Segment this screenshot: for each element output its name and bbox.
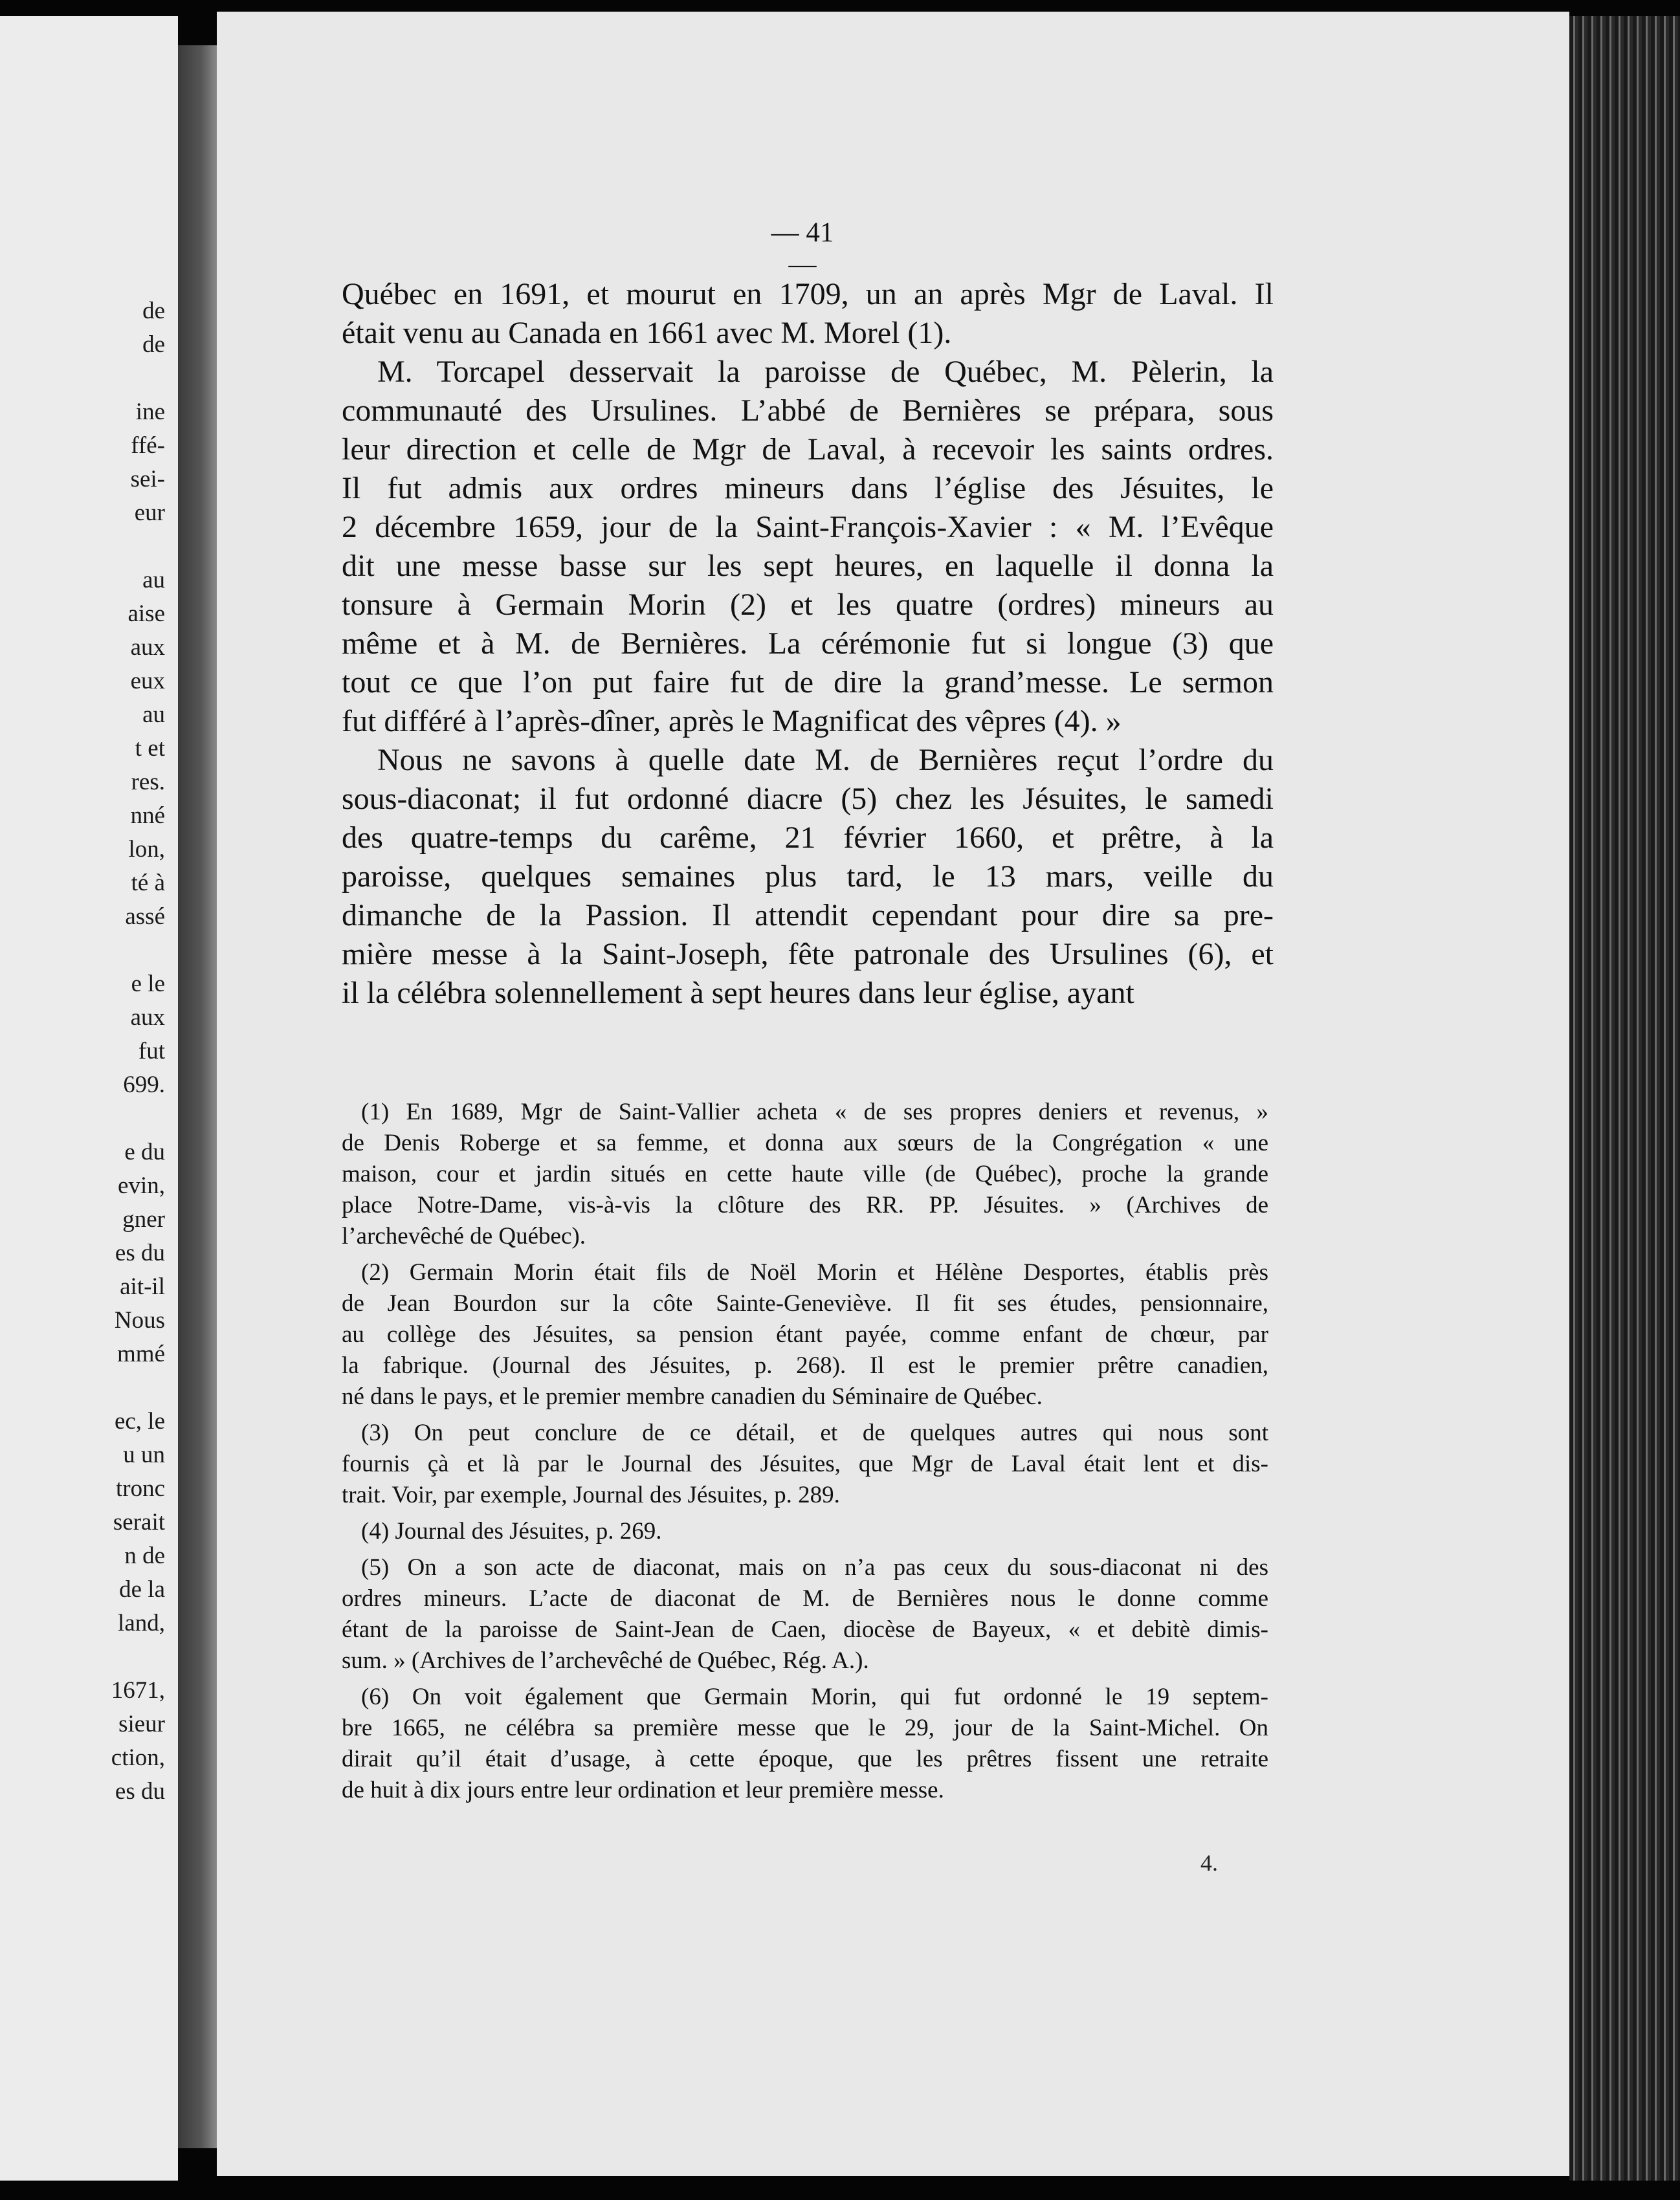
text-line: mière messe à la Saint-Joseph, fête patronale des Ursulines (6), et: [342, 937, 1274, 971]
facing-page-line: e du: [124, 1139, 165, 1165]
footnote-line: de huit à dix jours entre leur ordination et leur première messe.: [342, 1777, 944, 1803]
footnote-line: bre 1665, ne célébra sa première messe que le 29, jour de la Saint-Michel. On: [342, 1715, 1268, 1741]
text-line: des quatre-temps du carême, 21 février 1660, et prêtre, à la: [342, 820, 1274, 855]
page-edges: [1569, 16, 1680, 2181]
footnote-line: sum. » (Archives de l’archevêché de Québec, Rég. A.).: [342, 1647, 869, 1674]
facing-page-line: aise: [127, 600, 165, 627]
facing-page-line: [0, 1102, 165, 1136]
footnote-line: maison, cour et jardin situés en cette haute ville (de Québec), proche la grande: [342, 1161, 1268, 1187]
facing-page-line: land,: [118, 1610, 165, 1636]
signature-mark: 4.: [1200, 1850, 1218, 1876]
footnote-line: fournis çà et là par le Journal des Jésuites, que Mgr de Laval était lent et dis-: [342, 1451, 1268, 1477]
facing-page-line: ine: [135, 399, 165, 425]
facing-page-line: es du: [115, 1240, 165, 1266]
footnote-line: étant de la paroisse de Saint-Jean de Caen, diocèse de Bayeux, « et debitè dimis-: [342, 1616, 1268, 1643]
footnotes: [342, 1097, 1268, 1811]
footnote-line: né dans le pays, et le premier membre canadien du Séminaire de Québec.: [342, 1383, 1043, 1410]
text-line: était venu au Canada en 1661 avec M. Morel (1).: [342, 316, 952, 350]
facing-page-line: sei-: [130, 466, 165, 492]
text-line: il la célébra solennellement à sept heures dans leur église, ayant: [342, 976, 1134, 1010]
paragraph: [342, 741, 1274, 1013]
facing-page-line: aux: [130, 1004, 165, 1031]
facing-page-line: e le: [131, 971, 165, 997]
facing-page-line: serait: [113, 1509, 165, 1535]
paragraph: [342, 275, 1274, 353]
footnote-line: la fabrique. (Journal des Jésuites, p. 268). Il est le premier prêtre canadien,: [342, 1352, 1268, 1379]
facing-page-line: ait-il: [120, 1273, 165, 1300]
footnote-line: de Jean Bourdon sur la côte Sainte-Geneviève. Il fit ses études, pensionnaire,: [342, 1290, 1268, 1317]
footnote: [342, 1097, 1268, 1252]
main-text: [342, 275, 1274, 1013]
facing-page-line: [0, 530, 165, 564]
text-line: paroisse, quelques semaines plus tard, le 13 mars, veille du: [342, 859, 1274, 894]
facing-page-line: mmé: [117, 1341, 165, 1367]
facing-page-line: t et: [135, 735, 165, 762]
facing-page-line: nné: [130, 802, 165, 829]
footnote-line: de Denis Roberge et sa femme, et donna aux sœurs de la Congrégation « une: [342, 1130, 1268, 1156]
facing-page-line: eux: [130, 668, 165, 694]
facing-page-line: tronc: [115, 1475, 165, 1502]
facing-page-line: Nous: [114, 1307, 165, 1334]
facing-page-line: de: [142, 298, 165, 324]
facing-page-line: n de: [124, 1543, 165, 1569]
footnote-line: (3) On peut conclure de ce détail, et de quelques autres qui nous sont: [361, 1420, 1268, 1446]
footnote-line: (5) On a son acte de diaconat, mais on n’a pas ceux du sous-diaconat ni des: [361, 1554, 1268, 1581]
book-gutter: [178, 45, 217, 2148]
footnote-line: au collège des Jésuites, sa pension étant payée, comme enfant de chœur, par: [342, 1321, 1268, 1348]
facing-page-line: ction,: [111, 1744, 165, 1771]
footnote: [342, 1257, 1268, 1413]
facing-page-line: assé: [125, 903, 165, 930]
facing-page-line: 699.: [123, 1072, 165, 1098]
facing-page-line: ffé-: [131, 432, 165, 459]
facing-page-text-fragments: [0, 294, 165, 1809]
facing-page-line: res.: [131, 769, 165, 795]
facing-page-line: ec, le: [114, 1408, 165, 1435]
facing-page-line: de la: [119, 1576, 165, 1603]
text-line: fut différé à l’après-dîner, après le Magnificat des vêpres (4). »: [342, 704, 1122, 738]
text-line: communauté des Ursulines. L’abbé de Bernières se prépara, sous: [342, 393, 1274, 428]
footnote: [342, 1682, 1268, 1806]
facing-page-line: té à: [131, 870, 165, 896]
facing-page-line: gner: [122, 1206, 165, 1233]
text-line: dimanche de la Passion. Il attendit cependant pour dire sa pre-: [342, 898, 1274, 932]
footnote-line: place Notre-Dame, vis-à-vis la clôture des RR. PP. Jésuites. » (Archives de: [342, 1192, 1268, 1218]
facing-page-line: lon,: [128, 836, 165, 863]
facing-page-line: aux: [130, 634, 165, 661]
facing-page-line: es du: [115, 1778, 165, 1805]
footnote-line: (6) On voit également que Germain Morin, qui fut ordonné le 19 septem-: [361, 1684, 1268, 1710]
footnote: [342, 1552, 1268, 1677]
paragraph: [342, 353, 1274, 741]
facing-page-line: au: [142, 567, 165, 593]
text-line: 2 décembre 1659, jour de la Saint-François-Xavier : « M. l’Evêque: [342, 510, 1274, 544]
facing-page-line: sieur: [118, 1711, 165, 1737]
text-line: tonsure à Germain Morin (2) et les quatre (ordres) mineurs au: [342, 588, 1274, 622]
footnote: [342, 1418, 1268, 1511]
footnote-line: ordres mineurs. L’acte de diaconat de M. de Bernières nous le donne comme: [342, 1585, 1268, 1612]
facing-page-line: [0, 362, 165, 395]
facing-page-line: au: [142, 701, 165, 728]
text-line: Québec en 1691, et mourut en 1709, un an après Mgr de Laval. Il: [342, 277, 1274, 311]
footnote: [342, 1516, 1268, 1547]
footnote-line: (2) Germain Morin était fils de Noël Morin et Hélène Desportes, établis près: [361, 1259, 1268, 1286]
facing-page-line: de: [142, 331, 165, 358]
facing-page-line: [0, 934, 165, 967]
facing-page-line: [0, 1640, 165, 1674]
text-line: Il fut admis aux ordres mineurs dans l’église des Jésuites, le: [342, 471, 1274, 505]
facing-page-line: u un: [123, 1442, 165, 1468]
footnote-line: trait. Voir, par exemple, Journal des Jésuites, p. 289.: [342, 1482, 840, 1508]
facing-page-line: eur: [134, 500, 165, 526]
facing-page-line: fut: [138, 1038, 165, 1064]
text-line: même et à M. de Bernières. La cérémonie fut si longue (3) que: [342, 626, 1274, 661]
text-line: M. Torcapel desservait la paroisse de Québec, M. Pèlerin, la: [377, 355, 1274, 389]
footnote-line: (4) Journal des Jésuites, p. 269.: [361, 1518, 662, 1545]
text-line: leur direction et celle de Mgr de Laval, à recevoir les saints ordres.: [342, 432, 1274, 467]
facing-page-left: [0, 16, 178, 2181]
facing-page-line: evin,: [118, 1172, 165, 1199]
text-line: sous-diaconat; il fut ordonné diacre (5) chez les Jésuites, le samedi: [342, 782, 1274, 816]
footnote-line: dirait qu’il était d’usage, à cette époque, que les prêtres fissent une retraite: [342, 1746, 1268, 1772]
facing-page-line: 1671,: [111, 1677, 165, 1704]
footnote-line: (1) En 1689, Mgr de Saint-Vallier acheta « de ses propres deniers et revenus, »: [361, 1099, 1268, 1125]
facing-page-line: [0, 1371, 165, 1405]
text-line: dit une messe basse sur les sept heures, en laquelle il donna la: [342, 549, 1274, 583]
page-number: — 41 —: [771, 217, 834, 280]
footnote-line: l’archevêché de Québec).: [342, 1223, 586, 1249]
text-line: tout ce que l’on put faire fut de dire la grand’messe. Le sermon: [342, 665, 1274, 699]
text-line: Nous ne savons à quelle date M. de Bernières reçut l’ordre du: [377, 743, 1274, 777]
